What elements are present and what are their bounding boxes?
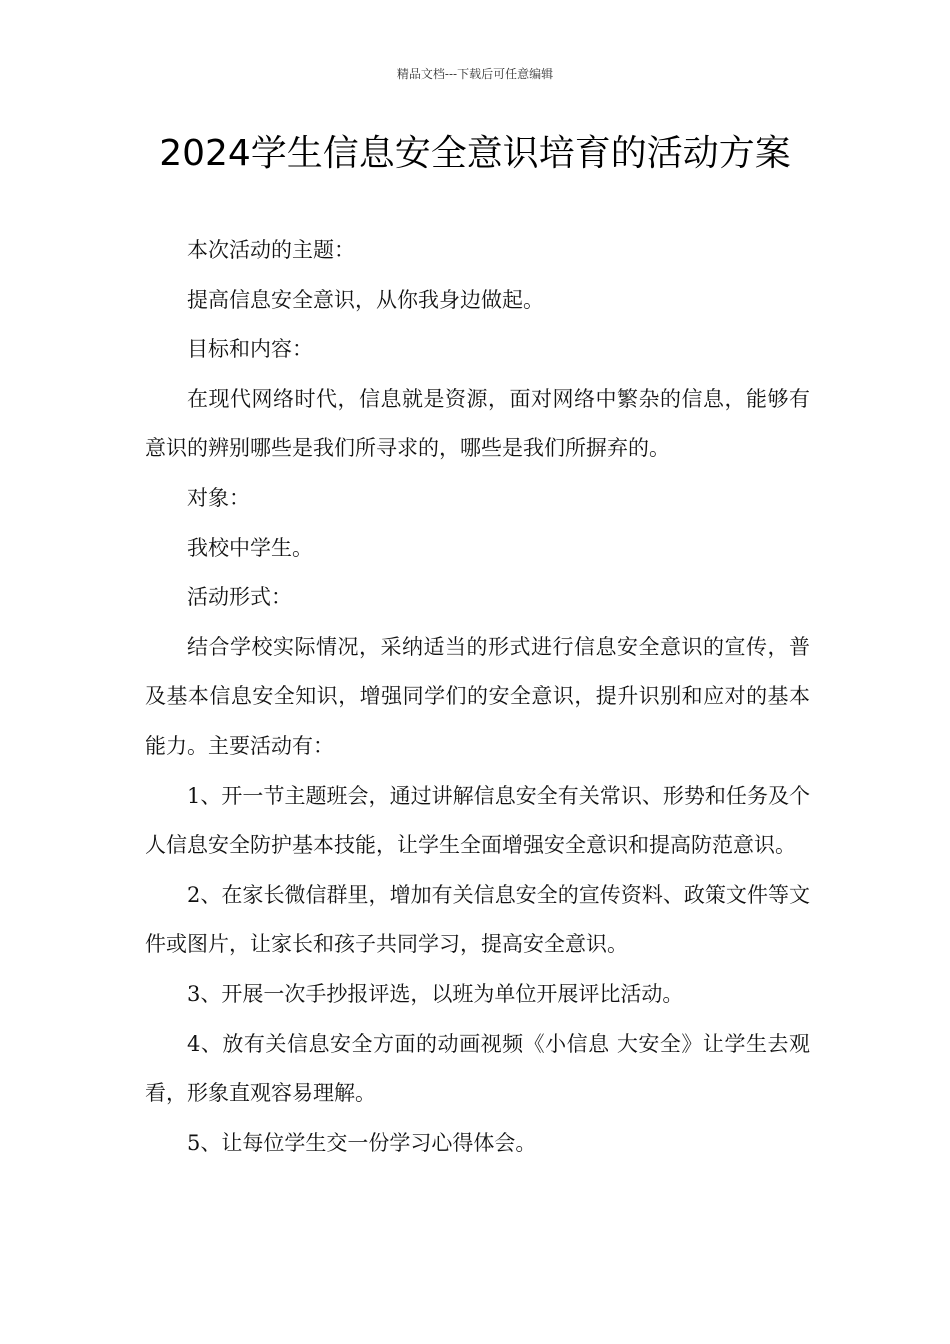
activity-item-2: 2、在家长微信群里，增加有关信息安全的宣传资料、政策文件等文件或图片，让家长和孩子共同学习，提高安全意识。	[145, 882, 810, 957]
document-body	[145, 226, 810, 1168]
paragraph-format-label: 活动形式：	[187, 585, 292, 610]
paragraph-goal-label: 目标和内容：	[187, 337, 313, 362]
paragraph-goal: 在现代网络时代，信息就是资源，面对网络中繁杂的信息，能够有意识的辨别哪些是我们所寻求的，哪些是我们所摒弃的。	[145, 386, 810, 461]
activity-item-3: 3、开展一次手抄报评选，以班为单位开展评比活动。	[187, 981, 684, 1006]
activity-item-5: 5、让每位学生交一份学习心得体会。	[187, 1130, 537, 1155]
paragraph-audience: 我校中学生。	[187, 535, 313, 560]
paragraph-format: 结合学校实际情况，采纳适当的形式进行信息安全意识的宣传，普及基本信息安全知识，增强同学们的安全意识，提升识别和应对的基本能力。主要活动有：	[145, 634, 810, 758]
paragraph-theme: 提高信息安全意识，从你我身边做起。	[187, 287, 544, 312]
paragraph-theme-label: 本次活动的主题：	[187, 238, 355, 262]
activity-item-4: 4、放有关信息安全方面的动画视频《小信息 大安全》让学生去观看，形象直观容易理解。	[145, 1031, 810, 1106]
page-header: 精品文档---下载后可任意编辑	[396, 67, 554, 81]
activity-item-1: 1、开一节主题班会，通过讲解信息安全有关常识、形势和任务及个人信息安全防护基本技能，让学生全面增强安全意识和提高防范意识。	[145, 783, 810, 858]
document-title: 2024学生信息安全意识培育的活动方案	[159, 133, 791, 174]
paragraph-audience-label: 对象：	[187, 485, 250, 510]
